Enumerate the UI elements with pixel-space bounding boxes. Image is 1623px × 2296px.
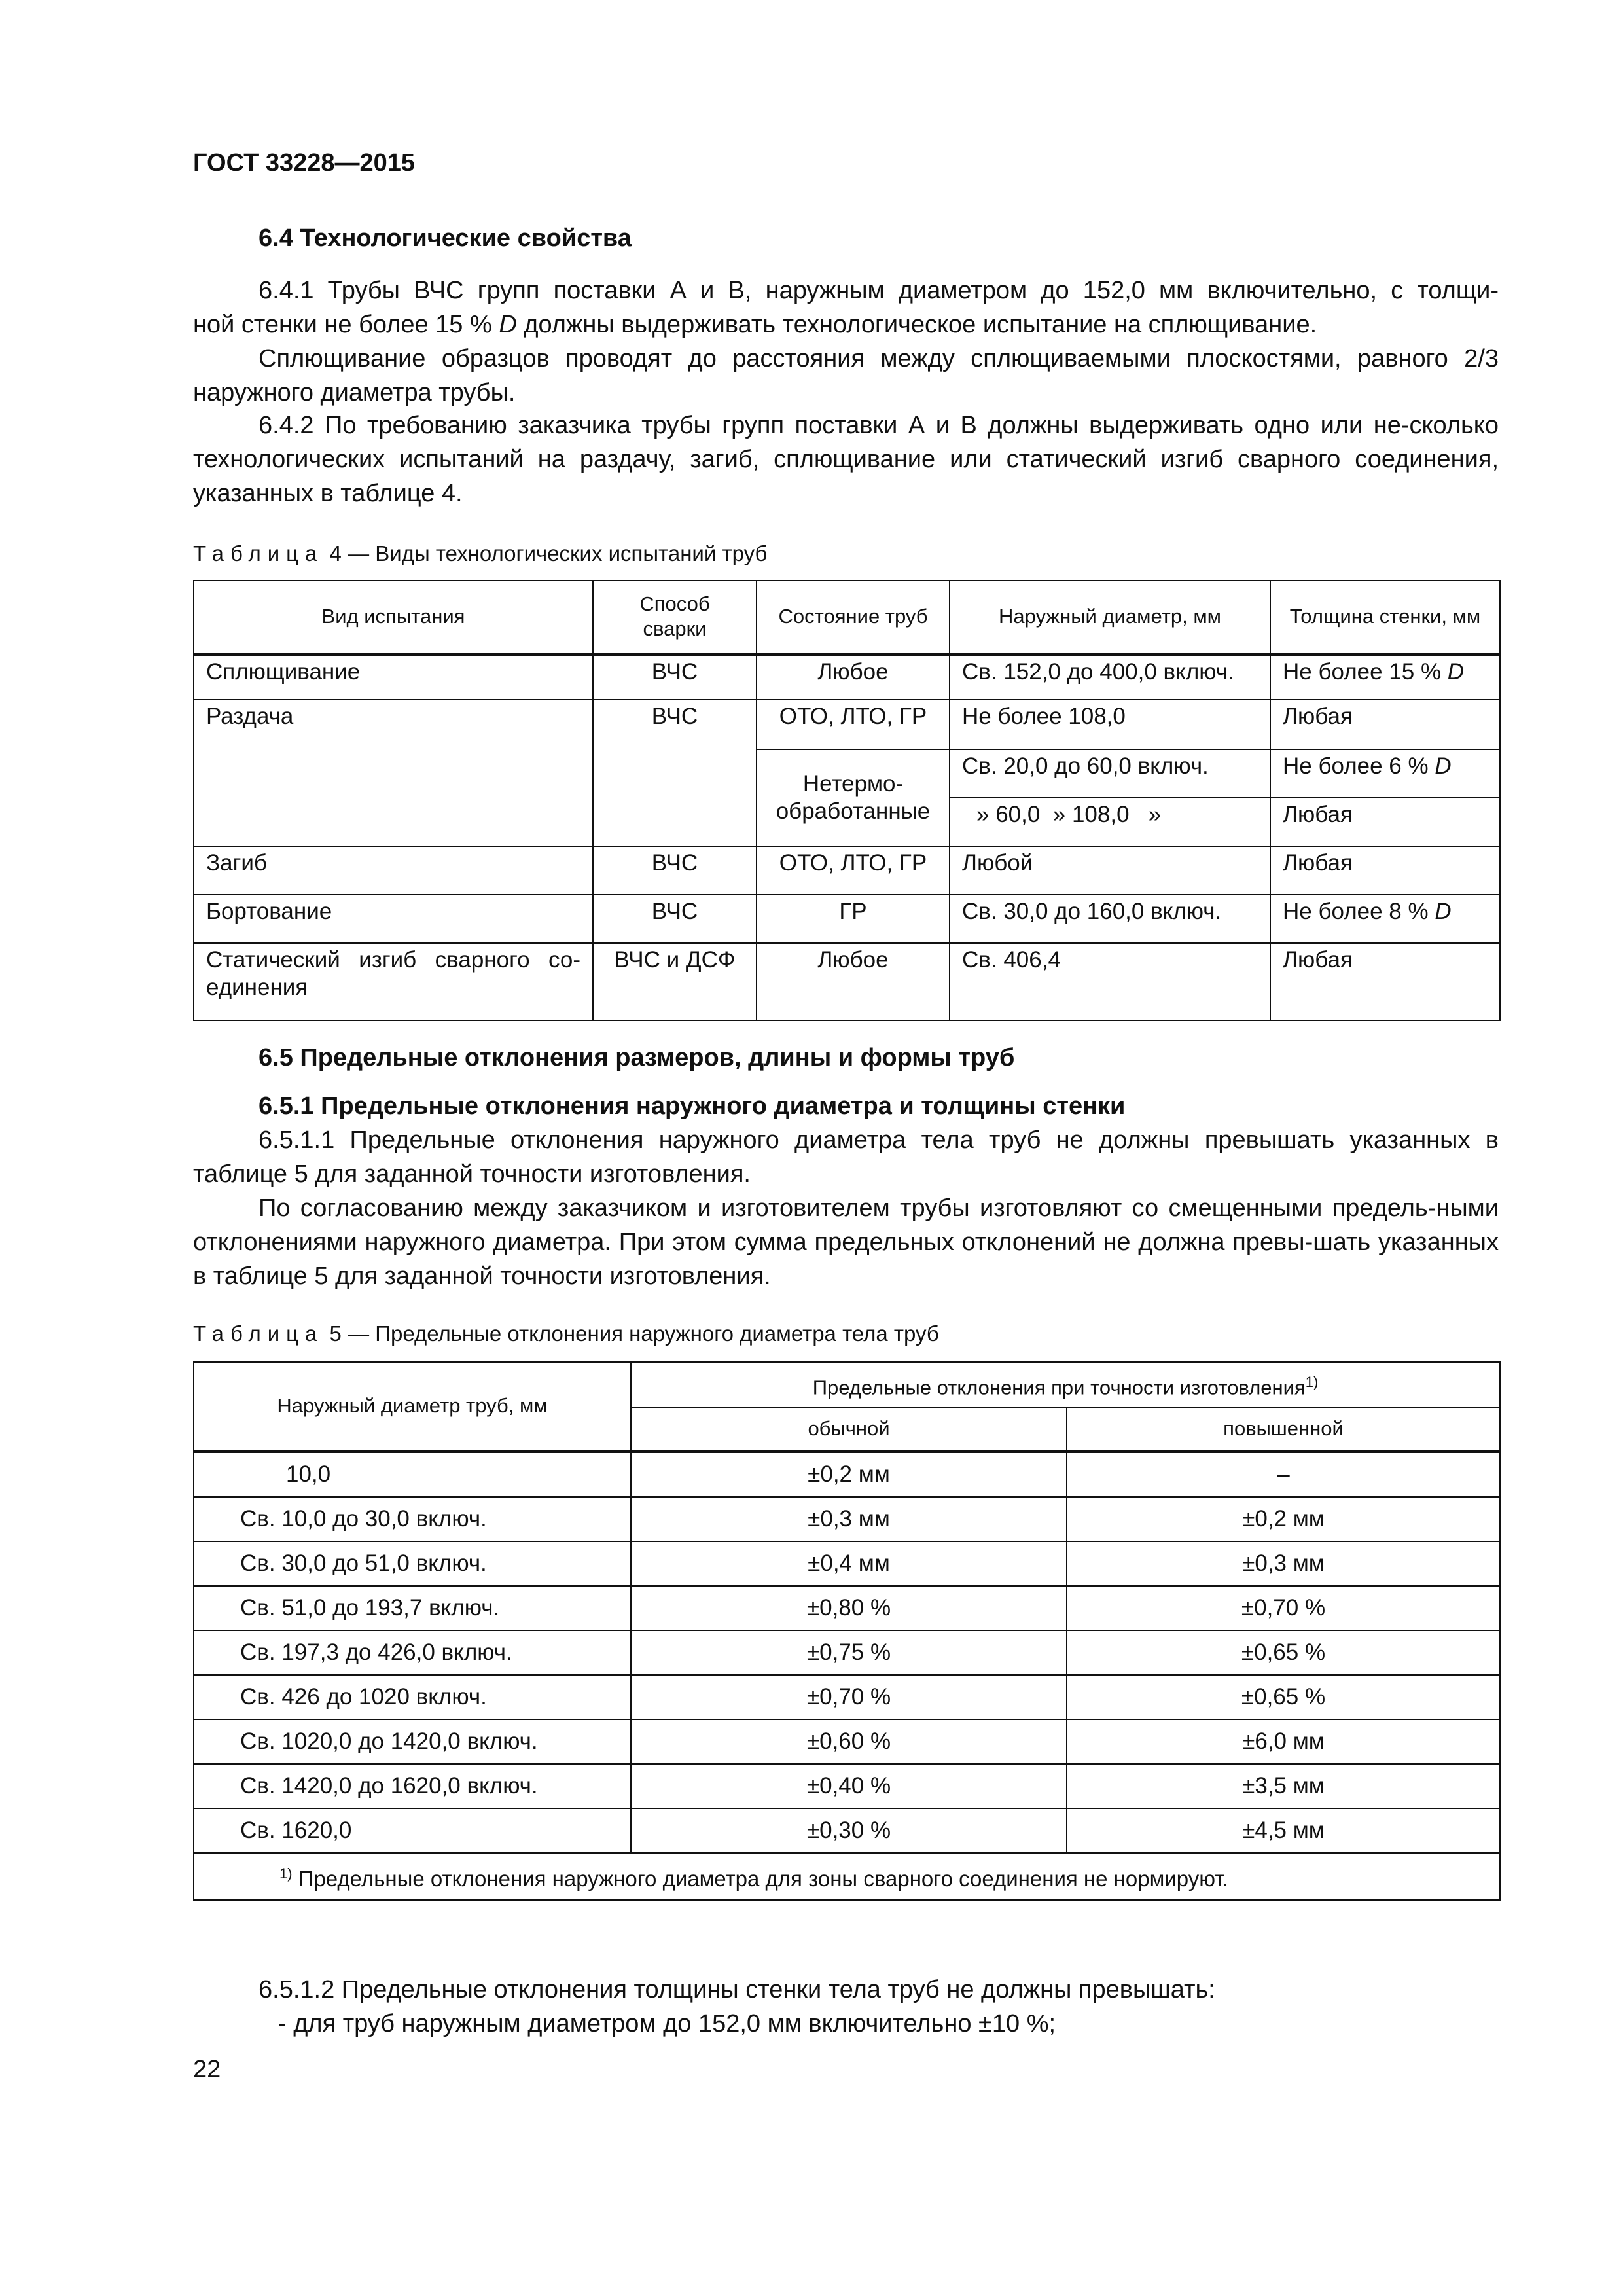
table5 [193,1361,1501,1901]
table-cell: ±0,80 % [631,1586,1067,1630]
table-cell: Бортование [194,895,593,943]
table-cell: – [1067,1451,1500,1497]
caption-text: 5 — Предельные отклонения наружного диаметра тела труб [323,1321,939,1346]
table-footnote-row [194,1853,1500,1900]
table-cell: Статический изгиб сварного со-единения [194,943,593,1020]
text-segment: должны выдерживать технологическое испытание на сплющивание. [516,311,1317,338]
page-number: 22 [193,2056,221,2083]
table-cell: ±0,30 % [631,1808,1067,1853]
footnote-text: Предельные отклонения наружного диаметра для зоны сварного соединения не нормируют. [292,1866,1228,1891]
document-header: ГОСТ 33228—2015 [193,149,416,177]
table-cell: ±0,60 % [631,1719,1067,1764]
table-row [194,846,1500,895]
table-cell: Св. 30,0 до 51,0 включ. [194,1541,631,1586]
table-header-cell: Способ сварки [593,581,757,654]
table-row [194,1541,1500,1586]
table-cell: Раздача [194,700,593,846]
paragraph-line [193,308,1499,342]
table-row [194,1808,1500,1853]
table-header-cell: Вид испытания [194,581,593,654]
table-cell: ГР [757,895,950,943]
text-segment: Не более 15 % [1283,658,1448,685]
table-cell: Св. 406,4 [950,943,1270,1020]
table-cell: Св. 51,0 до 193,7 включ. [194,1586,631,1630]
table-cell: ОТО, ЛТО, ГР [757,846,950,895]
caption-prefix: Таблица [193,1321,324,1346]
table-cell: Любое [757,943,950,1020]
table-row [194,1497,1500,1541]
list-item: - для труб наружным диаметром до 152,0 мм включительно ±10 %; [278,2010,1056,2037]
table-cell: ±0,40 % [631,1764,1067,1808]
table-header-cell: обычной [631,1408,1067,1451]
table-cell: Любая [1270,798,1500,846]
table-row [194,1675,1500,1719]
table-cell: Любая [1270,846,1500,895]
table-cell: Нетермо-обработанные [757,749,950,846]
table-cell: Любая [1270,700,1500,749]
table-cell: Не более 108,0 [950,700,1270,749]
table-row [194,1586,1500,1630]
table-row [194,1764,1500,1808]
table-footnote [194,1853,1500,1900]
table-header-cell: Состояние труб [757,581,950,654]
text-segment: ной стенки не более 15 % [193,311,499,338]
table-cell: Любая [1270,943,1500,1020]
table4-caption [193,541,767,567]
paragraph-flattening: Сплющивание образцов проводят до расстояния между сплющиваемыми плоскостями, равного 2/3 наружного диаметра трубы. [193,345,1499,406]
text-segment: Не более 6 % [1283,753,1435,779]
table-header-row [194,581,1500,654]
table-cell: ±0,65 % [1067,1675,1500,1719]
footnote-marker: 1) [279,1865,293,1882]
table-cell: Сплющивание [194,654,593,700]
table-cell: ВЧС [593,846,757,895]
table-cell: Св. 197,3 до 426,0 включ. [194,1630,631,1675]
table-cell: ±0,3 мм [631,1497,1067,1541]
table-cell: » 60,0 » 108,0 » [950,798,1270,846]
table-row [194,700,1500,749]
table-header-cell: Наружный диаметр труб, мм [194,1362,631,1451]
table-cell [1270,654,1500,700]
table-cell: ±0,65 % [1067,1630,1500,1675]
table-cell: ±6,0 мм [1067,1719,1500,1764]
table5-caption [193,1321,939,1347]
table-cell: Св. 1020,0 до 1420,0 включ. [194,1719,631,1764]
table-row [194,943,1500,1020]
table-cell [1270,749,1500,798]
table-cell: Любое [757,654,950,700]
table-cell: ±0,4 мм [631,1541,1067,1586]
table-cell: Св. 20,0 до 60,0 включ. [950,749,1270,798]
table-cell: ВЧС и ДСФ [593,943,757,1020]
table-cell: ОТО, ЛТО, ГР [757,700,950,749]
table-header-cell: Толщина стенки, мм [1270,581,1500,654]
header-text: Предельные отклонения при точности изготовления [812,1376,1306,1399]
section-title-6-5: 6.5 Предельные отклонения размеров, длины и формы труб [259,1044,1015,1071]
table-row [194,895,1500,943]
table-cell: ±0,2 мм [1067,1497,1500,1541]
footnote-marker: 1) [1305,1373,1319,1390]
table-cell: Св. 10,0 до 30,0 включ. [194,1497,631,1541]
symbol-d: D [1447,658,1465,685]
table-cell: ±0,70 % [631,1675,1067,1719]
table-cell: Загиб [194,846,593,895]
table-cell: Св. 1420,0 до 1620,0 включ. [194,1764,631,1808]
paragraph-line: 6.4.1 Трубы ВЧС групп поставки А и В, наружным диаметром до 152,0 мм включительно, с толщи- [259,277,1499,304]
table-header-row [194,1362,1500,1408]
table-cell: Св. 30,0 до 160,0 включ. [950,895,1270,943]
text-segment: Не более 8 % [1283,899,1435,924]
table-cell: ВЧС [593,700,757,846]
table4 [193,580,1501,1021]
table-header-cell [631,1362,1500,1408]
paragraph-6-4-2: 6.4.2 По требованию заказчика трубы групп поставки А и В должны выдерживать одно или не-сколько технологических испытаний на раздачу, загиб, сплющивание или статический изгиб сварного соединения, указанных в таблице 4. [193,412,1499,507]
table-cell: ±4,5 мм [1067,1808,1500,1853]
table-row [194,654,1500,700]
symbol-d: D [1435,899,1452,924]
table-cell: Св. 152,0 до 400,0 включ. [950,654,1270,700]
table-row [194,1630,1500,1675]
table-cell: Любой [950,846,1270,895]
table-cell: ±0,70 % [1067,1586,1500,1630]
table-cell: ±0,75 % [631,1630,1067,1675]
paragraph-agreement: По согласованию между заказчиком и изготовителем трубы изготовляют со смещенными предель-ными отклонениями наружного диаметра. При этом сумма предельных отклонений не должна превы-шать указанных в таблице 5 для заданной точности изготовления. [193,1194,1499,1290]
table-header-cell: повышенной [1067,1408,1500,1451]
caption-text: 4 — Виды технологических испытаний труб [323,541,768,565]
caption-prefix: Таблица [193,541,324,565]
paragraph-6-4-1 [193,274,1499,342]
table-cell: 10,0 [194,1451,631,1497]
symbol-d: D [1435,753,1452,779]
table-row [194,1451,1500,1497]
table-cell [1270,895,1500,943]
section-title-6-4: 6.4 Технологические свойства [259,224,632,252]
table-cell: Св. 426 до 1020 включ. [194,1675,631,1719]
table-cell: ±0,2 мм [631,1451,1067,1497]
table-header-cell: Наружный диаметр, мм [950,581,1270,654]
table-cell: ±3,5 мм [1067,1764,1500,1808]
table-cell: ВЧС [593,654,757,700]
table-cell: ВЧС [593,895,757,943]
paragraph-6-5-1-1: 6.5.1.1 Предельные отклонения наружного диаметра тела труб не должны превышать указанных в таблице 5 для заданной точности изготовления. [193,1126,1499,1188]
symbol-d: D [499,311,517,338]
table-cell: ±0,3 мм [1067,1541,1500,1586]
table-cell: Св. 1620,0 [194,1808,631,1853]
section-title-6-5-1: 6.5.1 Предельные отклонения наружного диаметра и толщины стенки [259,1092,1126,1120]
paragraph-6-5-1-2: 6.5.1.2 Предельные отклонения толщины стенки тела труб не должны превышать: [259,1976,1215,2003]
table-row [194,1719,1500,1764]
